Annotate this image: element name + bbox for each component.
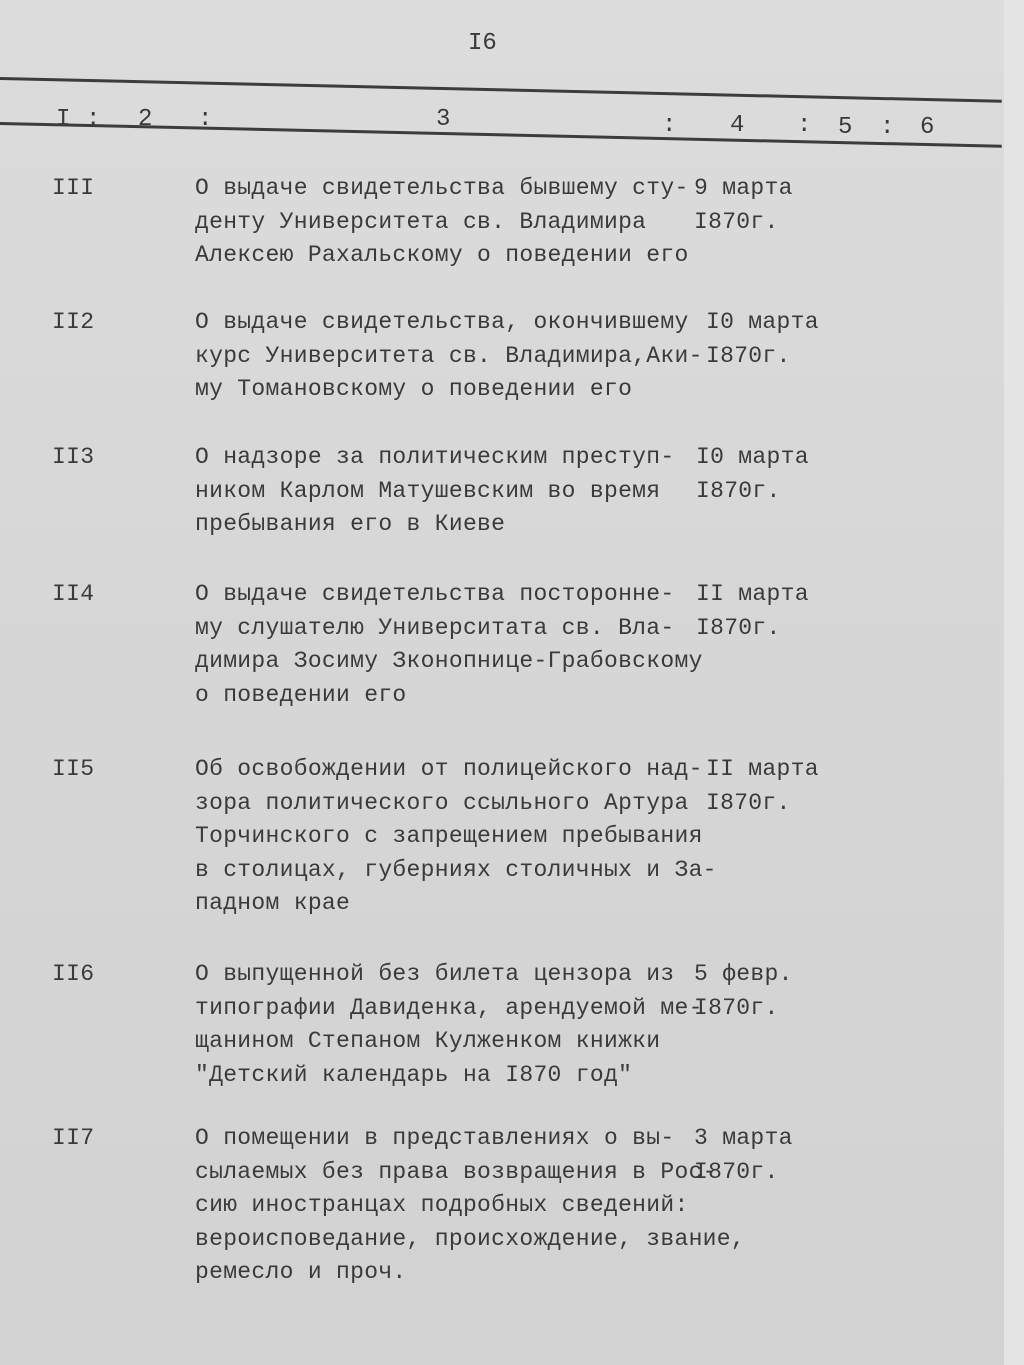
entry-title-line: денту Университета св. Владимира bbox=[195, 208, 647, 235]
entry-date bbox=[696, 441, 809, 508]
header-col-3: 3 bbox=[436, 106, 451, 133]
entry-title-line: О выдаче свидетельства, окончившему bbox=[195, 309, 689, 335]
header-separator: : bbox=[86, 106, 101, 133]
entry-number: II7 bbox=[52, 1125, 95, 1151]
entry-date-line: II марта bbox=[706, 756, 819, 782]
entry-title-line: Об освобождении от полицейского над- bbox=[195, 756, 703, 782]
entry-title bbox=[195, 441, 674, 542]
entry-title-line: типографии Давиденка, арендуемой ме- bbox=[195, 994, 703, 1021]
entry-date-line: 3 марта bbox=[694, 1125, 793, 1151]
entry-number: II5 bbox=[52, 756, 95, 782]
header-col-6: 6 bbox=[920, 114, 935, 141]
entry-title-line: сию иностранцах подробных сведений: bbox=[195, 1192, 689, 1218]
entry-date bbox=[694, 958, 793, 1025]
entry-title bbox=[195, 306, 703, 407]
entry-date-line: I870г. bbox=[696, 477, 781, 504]
entry-title bbox=[195, 753, 717, 921]
entry-title bbox=[195, 578, 703, 712]
entry-date-line: I0 марта bbox=[706, 309, 819, 335]
entry-title-line: му слушателю Университата св. Вла- bbox=[195, 614, 675, 641]
header-col-4: 4 bbox=[730, 112, 745, 139]
entry-title-line: "Детский календарь на I870 год" bbox=[195, 1061, 633, 1088]
entry-date-line: I870г. bbox=[694, 208, 779, 235]
entry-title-line: о поведении его bbox=[195, 681, 407, 708]
entry-title-line: му Томановскому о поведении его bbox=[195, 376, 633, 402]
entry-title bbox=[195, 172, 689, 273]
page-number: I6 bbox=[468, 30, 497, 57]
header-col-1: I bbox=[56, 106, 71, 133]
entry-date bbox=[696, 578, 809, 645]
header-col-5: 5 bbox=[838, 114, 853, 141]
entry-title-line: О выдаче свидетельства бывшему сту- bbox=[195, 175, 689, 201]
entry-date bbox=[706, 306, 819, 373]
entry-title-line: пребывания его в Киеве bbox=[195, 511, 506, 537]
entry-title-line: О помещении в представлениях о вы- bbox=[195, 1125, 675, 1151]
entry-number: II2 bbox=[52, 309, 95, 335]
entry-date-line: I870г. bbox=[706, 342, 791, 369]
entry-date bbox=[694, 172, 793, 239]
entry-title-line: О надзоре за политическим преступ- bbox=[195, 444, 675, 470]
entry-title-line: вероисповедание, происхождение, звание, bbox=[195, 1225, 745, 1252]
entry-date-line: I870г. bbox=[694, 1158, 779, 1185]
entry-title-line: щанином Степаном Кулженком книжки bbox=[195, 1028, 661, 1054]
entry-title-line: в столицах, губерниях столичных и За- bbox=[195, 856, 717, 883]
entry-date-line: 5 февр. bbox=[694, 961, 793, 987]
entry-date bbox=[706, 753, 819, 820]
entry-date-line: I870г. bbox=[706, 789, 791, 816]
entry-date-line: I870г. bbox=[694, 994, 779, 1021]
entry-date bbox=[694, 1122, 793, 1189]
header-separator: : bbox=[880, 114, 895, 141]
entry-title-line: ником Карлом Матушевским во время bbox=[195, 477, 661, 504]
entry-date-line: II марта bbox=[696, 581, 809, 607]
entry-title-line: курс Университета св. Владимира,Аки- bbox=[195, 342, 703, 369]
entry-date-line: I0 марта bbox=[696, 444, 809, 470]
entry-date-line: 9 марта bbox=[694, 175, 793, 201]
header-separator: : bbox=[662, 112, 677, 139]
entry-date-line: I870г. bbox=[696, 614, 781, 641]
entry-title-line: сылаемых без права возвращения в Рос- bbox=[195, 1158, 717, 1185]
entry-number: II3 bbox=[52, 444, 95, 470]
page-edge bbox=[1004, 0, 1024, 1365]
entry-title-line: падном крае bbox=[195, 890, 351, 916]
entry-title-line: Торчинского с запрещением пребывания bbox=[195, 823, 703, 849]
entry-number: III bbox=[52, 175, 95, 201]
header-separator: : bbox=[797, 112, 812, 139]
header-top-rule bbox=[0, 77, 1002, 103]
header-col-2: 2 bbox=[138, 106, 153, 133]
entry-number: II4 bbox=[52, 581, 95, 607]
entry-title-line: О выпущенной без билета цензора из bbox=[195, 961, 675, 987]
entry-title bbox=[195, 1122, 745, 1290]
entry-title-line: О выдаче свидетельства посторонне- bbox=[195, 581, 675, 607]
entry-title-line: ремесло и проч. bbox=[195, 1259, 407, 1285]
entry-title-line: Алексею Рахальскому о поведении его bbox=[195, 242, 689, 268]
header-separator: : bbox=[198, 106, 213, 133]
entry-title-line: димира Зосиму Зконопнице-Грабовскому bbox=[195, 648, 703, 674]
entry-title bbox=[195, 958, 703, 1092]
entry-number: II6 bbox=[52, 961, 95, 987]
entry-title-line: зора политического ссыльного Артура bbox=[195, 789, 689, 816]
